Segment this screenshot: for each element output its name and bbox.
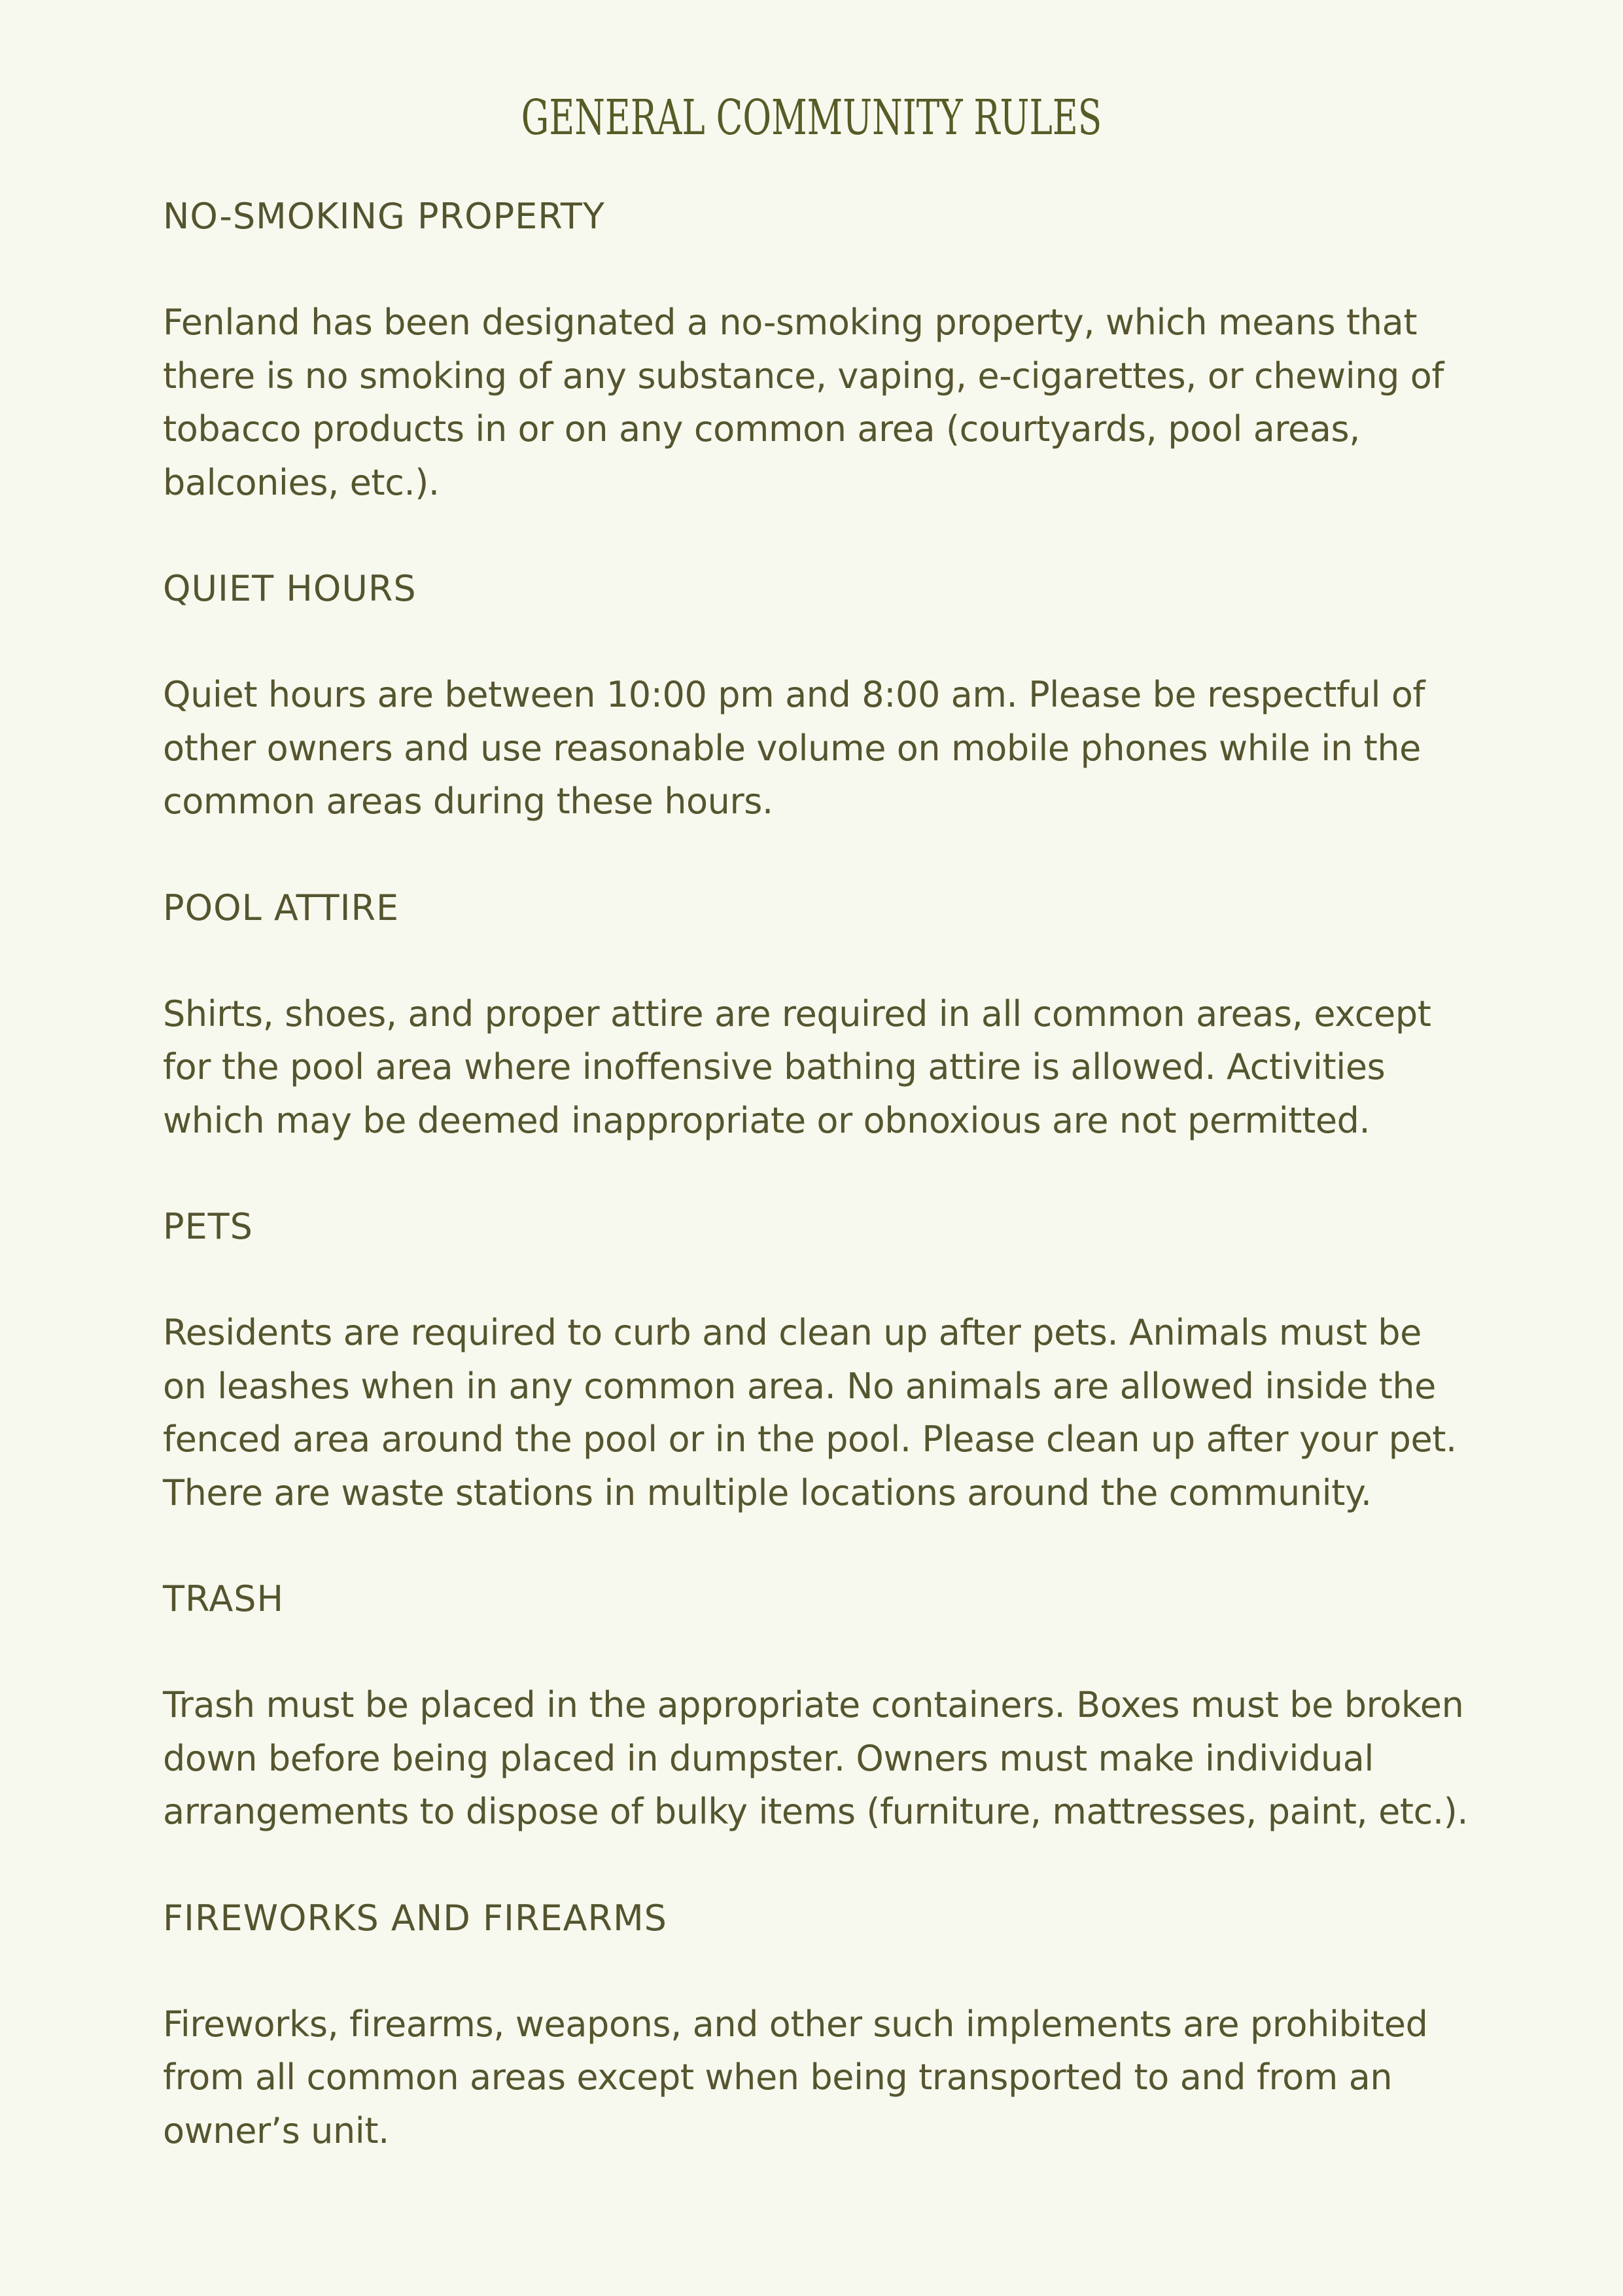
section-body: Quiet hours are between 10:00 pm and 8:00 am. Please be respectful of other owners and use reasonable volume on mobile phones while in the common areas during these hours.	[163, 674, 1425, 822]
section-pool-attire	[163, 881, 1471, 1148]
section-body: Fenland has been designated a no-smoking property, which means that there is no smoking of any substance, vaping, e-cigarettes, or chewing of tobacco products in or on any common area (courtyards, pool areas, balconies, etc.).	[163, 302, 1444, 503]
section-heading: QUIET HOURS	[163, 568, 417, 609]
section-heading: NO-SMOKING PROPERTY	[163, 196, 605, 237]
section-no-smoking	[163, 190, 1471, 509]
rules-content	[163, 190, 1471, 2210]
section-body: Residents are required to curb and clean up after pets. Animals must be on leashes when in any common area. No animals are allowed inside the fenced area around the pool or in the pool. Please clean up after your pet. There are waste stations in multiple locations around the community.	[163, 1312, 1457, 1513]
section-quiet-hours	[163, 562, 1471, 828]
section-heading: TRASH	[163, 1578, 285, 1619]
section-heading: PETS	[163, 1206, 253, 1247]
section-trash	[163, 1572, 1471, 1839]
section-heading: POOL ATTIRE	[163, 887, 400, 928]
section-body: Fireworks, firearms, weapons, and other such implements are prohibited from all common areas except when being transported to and from an owner’s unit.	[163, 2003, 1428, 2151]
section-pets	[163, 1200, 1471, 1519]
section-fireworks-firearms	[163, 1892, 1471, 2158]
section-body: Trash must be placed in the appropriate containers. Boxes must be broken down before being placed in dumpster. Owners must make individual arrangements to dispose of bulky items (furniture, mattresses, paint, etc.).	[163, 1684, 1469, 1832]
section-body: Shirts, shoes, and proper attire are required in all common areas, except for the pool area where inoffensive bathing attire is allowed. Activities which may be deemed inappropriate or obnoxious are not permitted.	[163, 993, 1431, 1141]
page-title: GENERAL COMMUNITY RULES	[521, 90, 1102, 146]
section-heading: FIREWORKS AND FIREARMS	[163, 1897, 667, 1939]
